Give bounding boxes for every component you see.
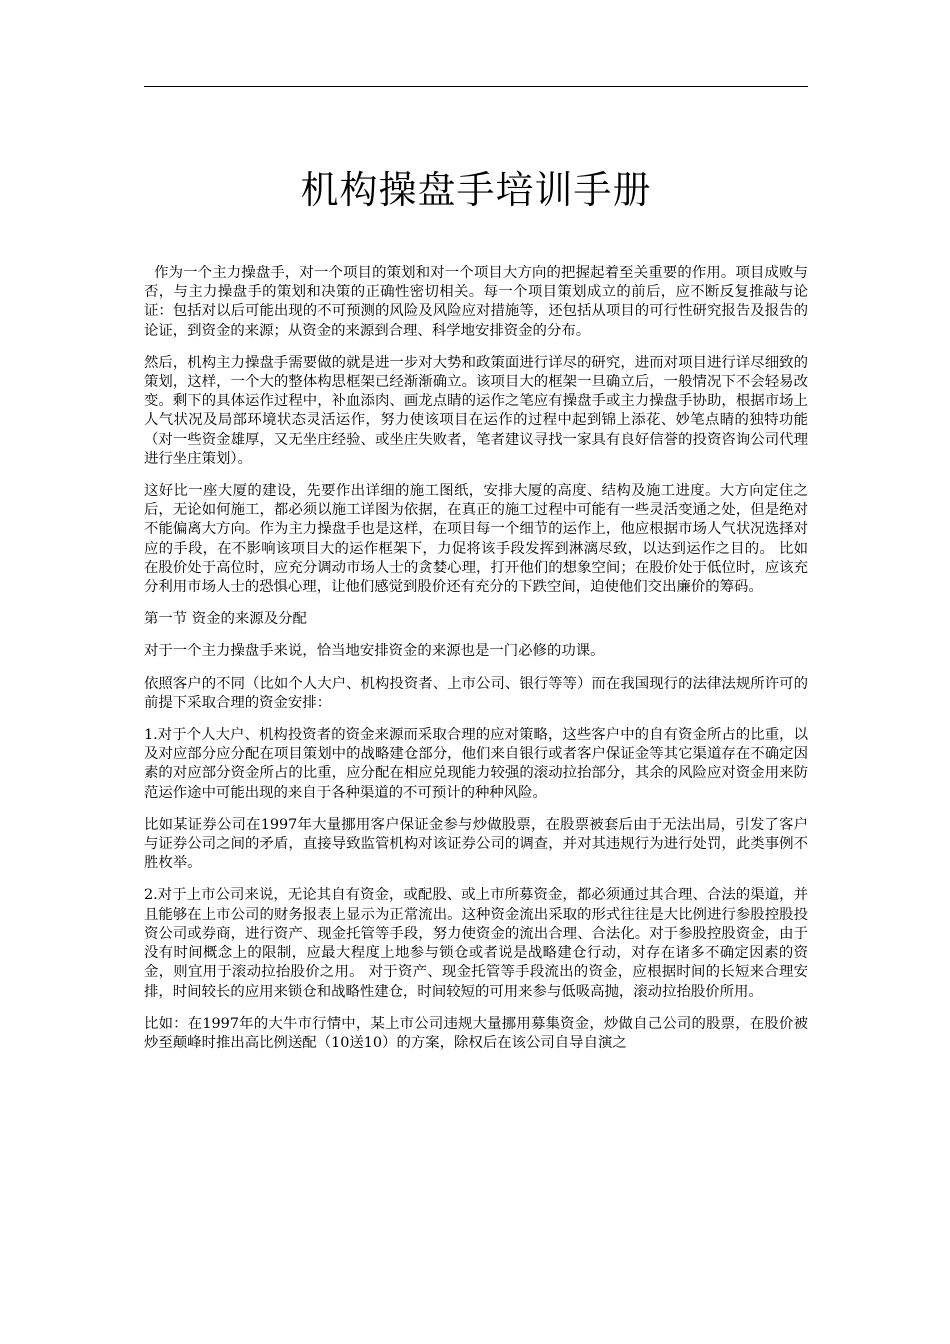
paragraph-point-2: 2.对于上市公司来说，无论其自有资金，或配股、或上市所募资金，都必须通过其合理、合法的渠道，并且能够在上市公司的财务报表上显示为正常流出。这种资金流出采取的形式往往是大比例进行参股控股投资公司或券商，进行资产、现金托管等手段，努力使资金的流出合理、合法化。对于参股控股资金，由于没有时间概念上的限制，应最大程度上地参与锁仓或者说是战略建仓行动，对存在诸多不确定因素的资金，则宜用于滚动拉抬股价之用。 对于资产、现金托管等手段流出的资金，应根据时间的长短来合理安排，时间较长的应用来锁仓和战略性建仓，时间较短的可用来参与低吸高抛，滚动拉抬股价所用。	[144, 887, 808, 1000]
paragraph-point-1: 1.对于个人大户、机构投资者的资金来源而采取合理的应对策略，这些客户中的自有资金所占的比重，以及对应部分应分配在项目策划中的战略建仓部分，他们来自银行或者客户保证金等其它渠道存在不确定因素的对应部分资金所占的比重，应分配在相应兑现能力较强的滚动拉抬部分，其余的风险应对资金用来防范运作途中可能出现的来自于各种渠道的不可预计的种种风险。	[144, 727, 808, 801]
header-rule	[144, 86, 808, 87]
paragraph-intro: 作为一个主力操盘手，对一个项目的策划和对一个项目大方向的把握起着至关重要的作用。项目成败与否，与主力操盘手的策划和决策的正确性密切相关。每一个项目策划成立的前后，应不断反复推敲与论证：包括对以后可能出现的不可预测的风险及风险应对措施等，还包括从项目的可行性研究报告及报告的论证，到资金的来源；从资金的来源到合理、科学地安排资金的分布。	[144, 265, 808, 339]
section-heading: 第一节 资金的来源及分配	[144, 611, 307, 628]
paragraph-example-1: 比如某证券公司在1997年大量挪用客户保证金参与炒做股票，在股票被套后由于无法出局，引发了客户与证券公司之间的矛盾，直接导致监管机构对该证券公司的调查，并对其违规行为进行处罚，此类事例不胜枚举。	[144, 816, 808, 872]
document-title: 机构操盘手培训手册	[300, 168, 652, 212]
paragraph-funding-intro: 对于一个主力操盘手来说，恰当地安排资金的来源也是一门必修的功课。	[144, 643, 605, 660]
paragraph-client-types: 依照客户的不同（比如个人大户、机构投资者、上市公司、银行等等）而在我国现行的法律法规所许可的前提下采取合理的资金安排：	[144, 675, 808, 711]
document-body	[144, 264, 808, 1066]
paragraph-example-2: 比如：在1997年的大牛市行情中，某上市公司违规大量挪用募集资金，炒做自己公司的股票，在股价被炒至颠峰时推出高比例送配（10送10）的方案，除权后在该公司自导自演之	[144, 1015, 808, 1051]
paragraph-building-analogy: 这好比一座大厦的建设，先要作出详细的施工图纸，安排大厦的高度、结构及施工进度。大方向定住之后，无论如何施工，都必须以施工详图为依据，在真正的施工过程中可能有一些灵活变通之处，但是绝对不能偏离大方向。作为主力操盘手也是这样，在项目每一个细节的运作上，他应根据市场人气状况选择对应的手段，在不影响该项目大的运作框架下，力促将该手段发挥到淋漓尽致，以达到运作之目的。 比如在股价处于高位时，应充分调动市场人士的贪婪心理，打开他们的想象空间；在股价处于低位时，应该充分利用市场人士的恐惧心理，让他们感觉到股价还有充分的下跌空间，迫使他们交出廉价的筹码。	[144, 483, 808, 596]
paragraph-planning: 然后，机构主力操盘手需要做的就是进一步对大势和政策面进行详尽的研究，进而对项目进行详尽细致的策划，这样，一个大的整体构思框架已经渐渐确立。该项目大的框架一旦确立后，一般情况下不会轻易改变。剩下的具体运作过程中，补血添肉、画龙点睛的运作之笔应有操盘手或主力操盘手协助，根据市场上人气状况及局部环境状态灵活运作，努力使该项目在运作的过程中起到锦上添花、妙笔点睛的独特功能（对一些资金雄厚，又无坐庄经验、或坐庄失败者，笔者建议寻找一家具有良好信誉的投资咨询公司代理进行坐庄策划）。	[144, 354, 808, 467]
